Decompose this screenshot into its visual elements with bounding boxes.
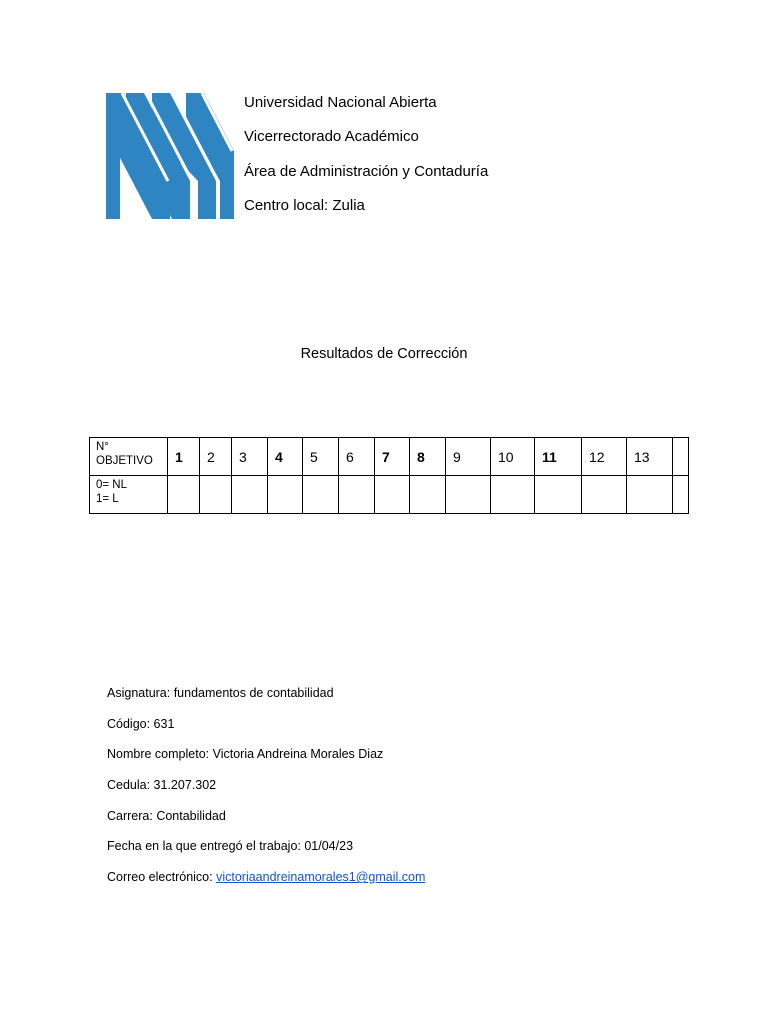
student-info — [107, 683, 425, 898]
result-cell — [582, 476, 627, 514]
email-label: Correo electrónico: — [107, 870, 217, 885]
objective-number — [673, 438, 689, 476]
result-cell — [491, 476, 535, 514]
result-row — [90, 476, 689, 514]
result-label-cell — [90, 476, 168, 514]
objective-number: 12 — [582, 438, 627, 476]
full-name-field: Nombre completo: Victoria Andreina Morales Diaz — [107, 747, 384, 762]
result-cell — [410, 476, 446, 514]
objective-number: 10 — [491, 438, 535, 476]
objective-label-line: OBJETIVO — [96, 455, 153, 467]
objective-number: 7 — [375, 438, 410, 476]
email-link[interactable]: victoriaandreinamorales1@gmail.com — [216, 870, 426, 885]
result-cell — [168, 476, 200, 514]
objective-number: 9 — [446, 438, 491, 476]
institution-header — [244, 91, 488, 228]
objective-row — [90, 438, 689, 476]
university-name: Universidad Nacional Abierta — [244, 94, 437, 111]
result-cell — [303, 476, 339, 514]
result-cell — [446, 476, 491, 514]
result-cell — [673, 476, 689, 514]
result-label-line: 1= L — [96, 493, 119, 505]
department-area: Área de Administración y Contaduría — [244, 162, 489, 180]
objective-number: 13 — [627, 438, 673, 476]
result-cell — [375, 476, 410, 514]
objective-label-cell — [90, 438, 168, 476]
result-cell — [627, 476, 673, 514]
delivery-date-field: Fecha en la que entregó el trabajo: 01/04/23 — [107, 839, 354, 854]
objective-number: 5 — [303, 438, 339, 476]
result-cell — [200, 476, 232, 514]
document-title: Resultados de Corrección — [300, 346, 468, 362]
objective-number: 2 — [200, 438, 232, 476]
objective-number: 4 — [268, 438, 303, 476]
objective-number: 6 — [339, 438, 375, 476]
result-cell — [339, 476, 375, 514]
objective-number: 1 — [168, 438, 200, 476]
result-cell — [268, 476, 303, 514]
code-field: Código: 631 — [107, 716, 175, 731]
objective-label-line: N° — [96, 441, 109, 453]
objective-number: 8 — [410, 438, 446, 476]
results-table — [89, 437, 689, 514]
career-field: Carrera: Contabilidad — [107, 808, 226, 823]
result-cell — [535, 476, 582, 514]
id-number-field: Cedula: 31.207.302 — [107, 778, 217, 793]
objective-number: 3 — [232, 438, 268, 476]
result-cell — [232, 476, 268, 514]
email-field — [107, 867, 425, 898]
result-label-line: 0= NL — [96, 479, 128, 491]
local-center: Centro local: Zulia — [244, 196, 365, 214]
subject-field: Asignatura: fundamentos de contabilidad — [107, 686, 334, 700]
vice-rectorate: Vicerrectorado Académico — [244, 128, 419, 146]
objective-number: 11 — [535, 438, 582, 476]
university-logo — [106, 91, 234, 221]
